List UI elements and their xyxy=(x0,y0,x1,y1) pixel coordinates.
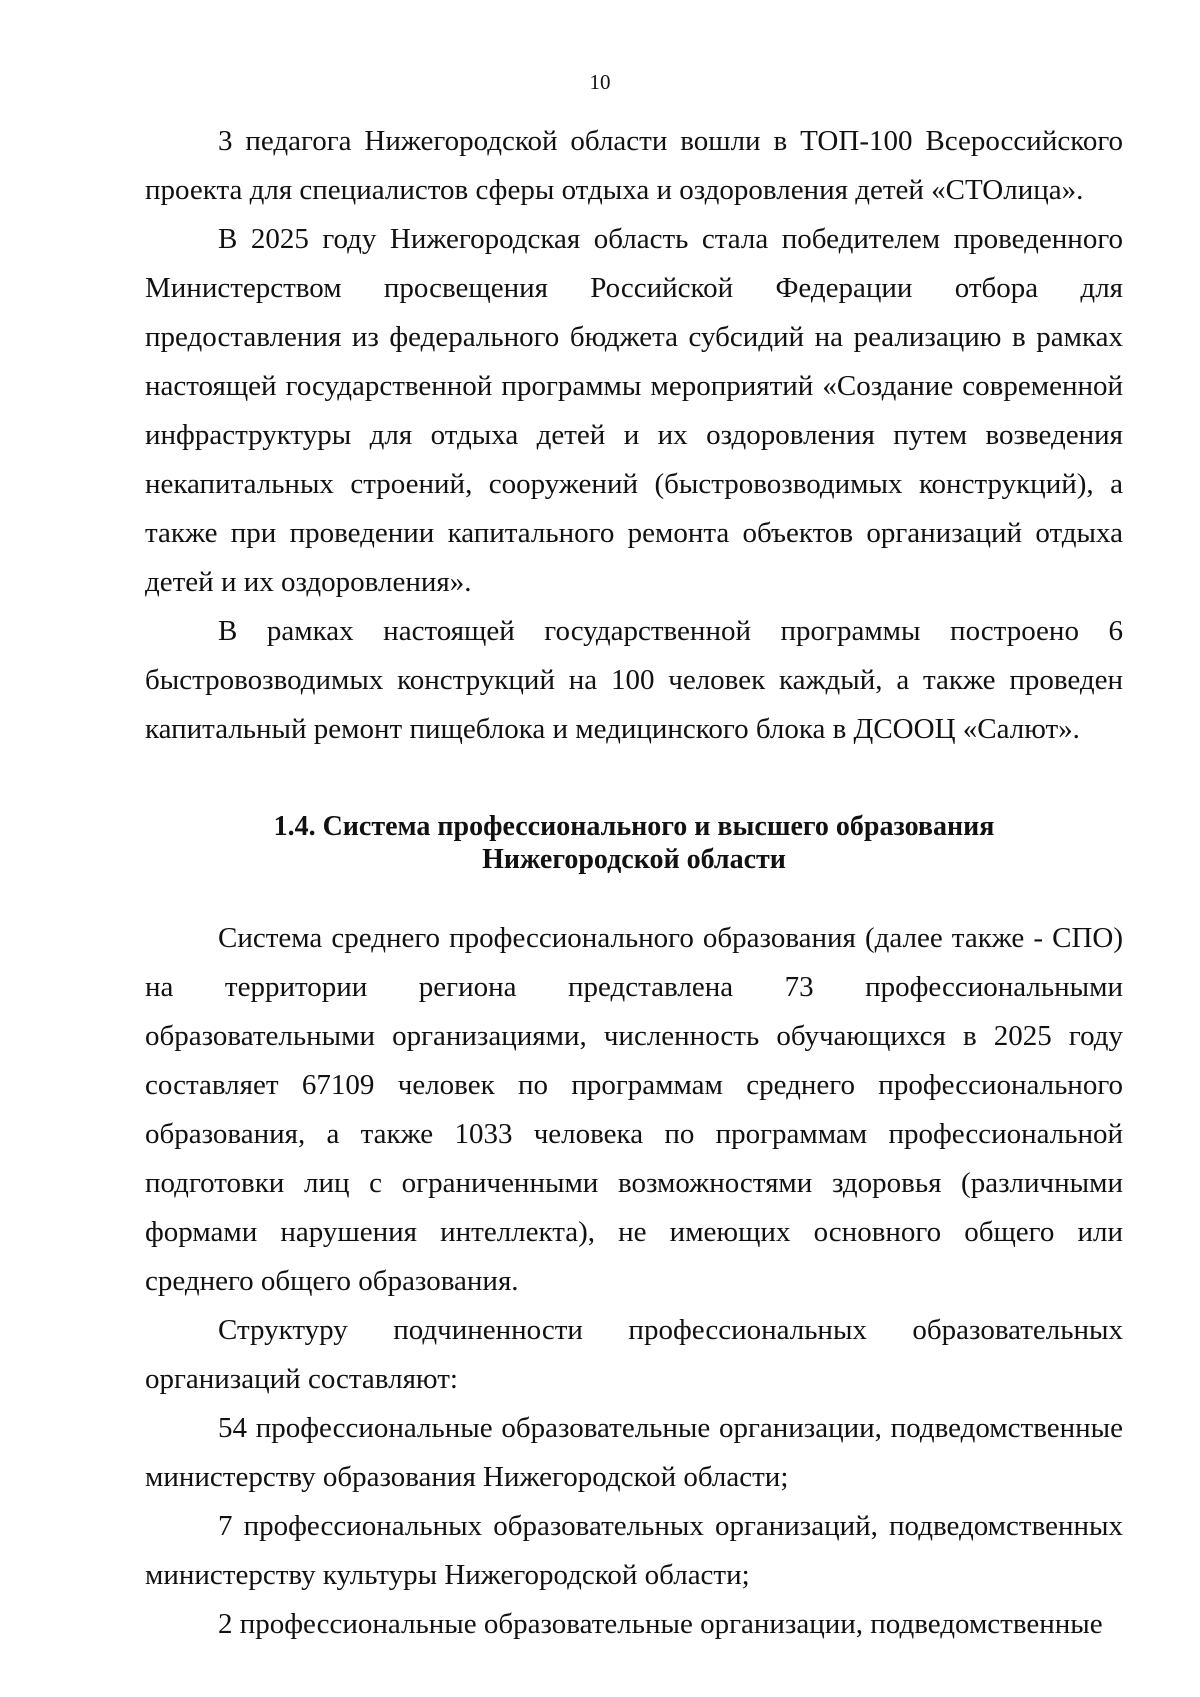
document-body xyxy=(145,117,1123,1649)
paragraph-spo-system: Система среднего профессионального образования (далее также - СПО) на территории региона представлена 73 профессиональными образовательными организациями, численность обучающихся в 2025 году составляет 67109 человек по программам среднего профессионального образования, а также 1033 человека по программам профессиональной подготовки лиц с ограниченными возможностями здоровья (различными формами нарушения интеллекта), не имеющих основного общего или среднего общего образования. xyxy=(145,922,1123,1297)
paragraph-structure: Структуру подчиненности профессиональных образовательных организаций составляют: xyxy=(145,1314,1123,1395)
section-heading-line2: Нижегородской области xyxy=(482,844,786,875)
paragraph-top-subsidy: В 2025 году Нижегородская область стала победителем проведенного Министерством просвещения Российской Федерации отбора для предоставления из федерального бюджета субсидий на реализацию в рамках настоящей государственной программы мероприятий «Создание современной инфраструктуры для отдыха детей и их оздоровления путем возведения некапитальных строений, сооружений (быстровозводимых конструкций), а также при проведении капитального ремонта объектов организаций отдыха детей и их оздоровления». xyxy=(145,223,1123,598)
section-heading-line1: 1.4. Система профессионального и высшего образования xyxy=(273,811,995,842)
paragraph-education-ministry: 54 профессиональные образовательные организации, подведомственные министерству образования Нижегородской области; xyxy=(145,1412,1123,1493)
paragraph-culture-ministry: 7 профессиональных образовательных организаций, подведомственных министерству культуры Нижегородской области; xyxy=(145,1510,1123,1591)
paragraph-other-organizations: 2 профессиональные образовательные организации, подведомственные xyxy=(218,1608,1103,1640)
page-number: 10 xyxy=(589,70,611,94)
paragraph-top-construction: В рамках настоящей государственной программы построено 6 быстровозводимых конструкций на 100 человек каждый, а также проведен капитальный ремонт пищеблока и медицинского блока в ДСООЦ «Салют». xyxy=(145,615,1123,745)
section-heading xyxy=(145,810,1123,876)
paragraph-top-teachers: 3 педагога Нижегородской области вошли в ТОП-100 Всероссийского проекта для специалистов сферы отдыха и оздоровления детей «СТОлица». xyxy=(145,125,1123,206)
